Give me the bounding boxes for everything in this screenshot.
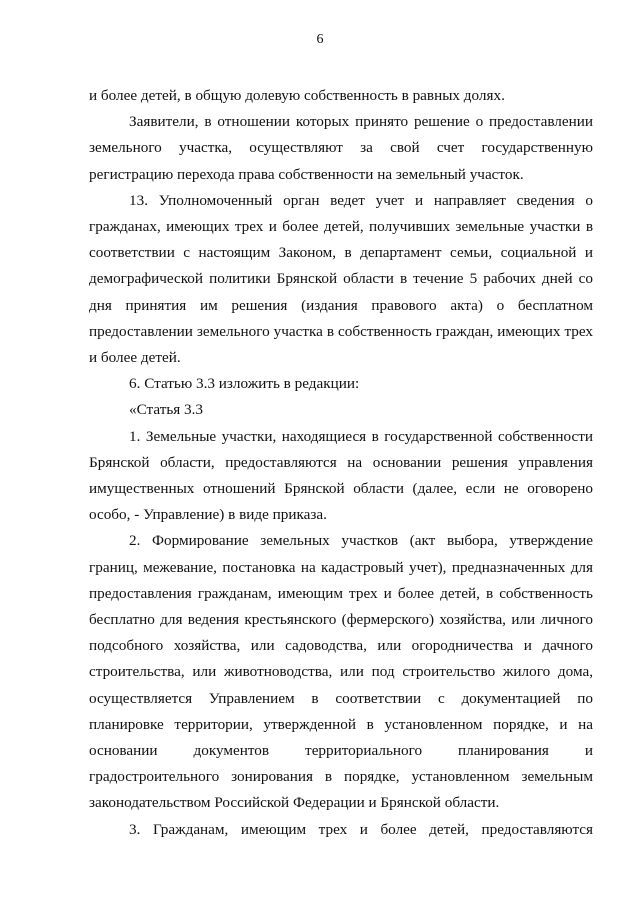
paragraph-3: 13. Уполномоченный орган ведет учет и направляет сведения о гражданах, имеющих трех и более детей, получивших земельные участки в соответствии с настоящим Законом, в департамент семьи, социальной и демографической политики Брянской области в течение 5 рабочих дней со дня принятия им решения (издания правового акта) о бесплатном предоставлении земельного участка в собственность граждан, имеющих трех и более детей. (89, 191, 593, 367)
paragraph-2: Заявители, в отношении которых принято решение о предоставлении земельного участка, осуществляют за свой счет государственную регистрацию перехода права собственности на земельный участок. (89, 113, 593, 183)
document-body (89, 83, 593, 843)
paragraph-6: 1. Земельные участки, находящиеся в государственной собственности Брянской области, предоставляются на основании решения управления имущественных отношений Брянской области (далее, если не оговорено особо, - Управление) в виде приказа. (89, 427, 593, 524)
page-number: 6 (316, 32, 324, 47)
paragraph-1: и более детей, в общую долевую собственность в равных долях. (89, 87, 505, 104)
paragraph-8: 3. Гражданам, имеющим трех и более детей, предоставляются (129, 820, 593, 838)
article-heading: «Статья 3.3 (129, 401, 204, 419)
paragraph-7: 2. Формирование земельных участков (акт выбора, утверждение границ, межевание, постановка на кадастровый учет), предназначенных для предоставления гражданам, имеющим трех и более детей, в собственность бесплатно для ведения крестьянского (фермерского) хозяйства, или личного подсобного хозяйства, или садоводства, или огородничества и дачного строительства, или животноводства, или под строительство жилого дома, осуществляется Управлением в соответствии с документацией по планировке территории, утвержденной в установленном порядке, и на основании документов территориального планирования и градостроительного зонирования в порядке, установленном земельным законодательством Российской Федерации и Брянской области. (89, 532, 593, 812)
paragraph-4: 6. Статью 3.3 изложить в редакции: (129, 375, 360, 393)
